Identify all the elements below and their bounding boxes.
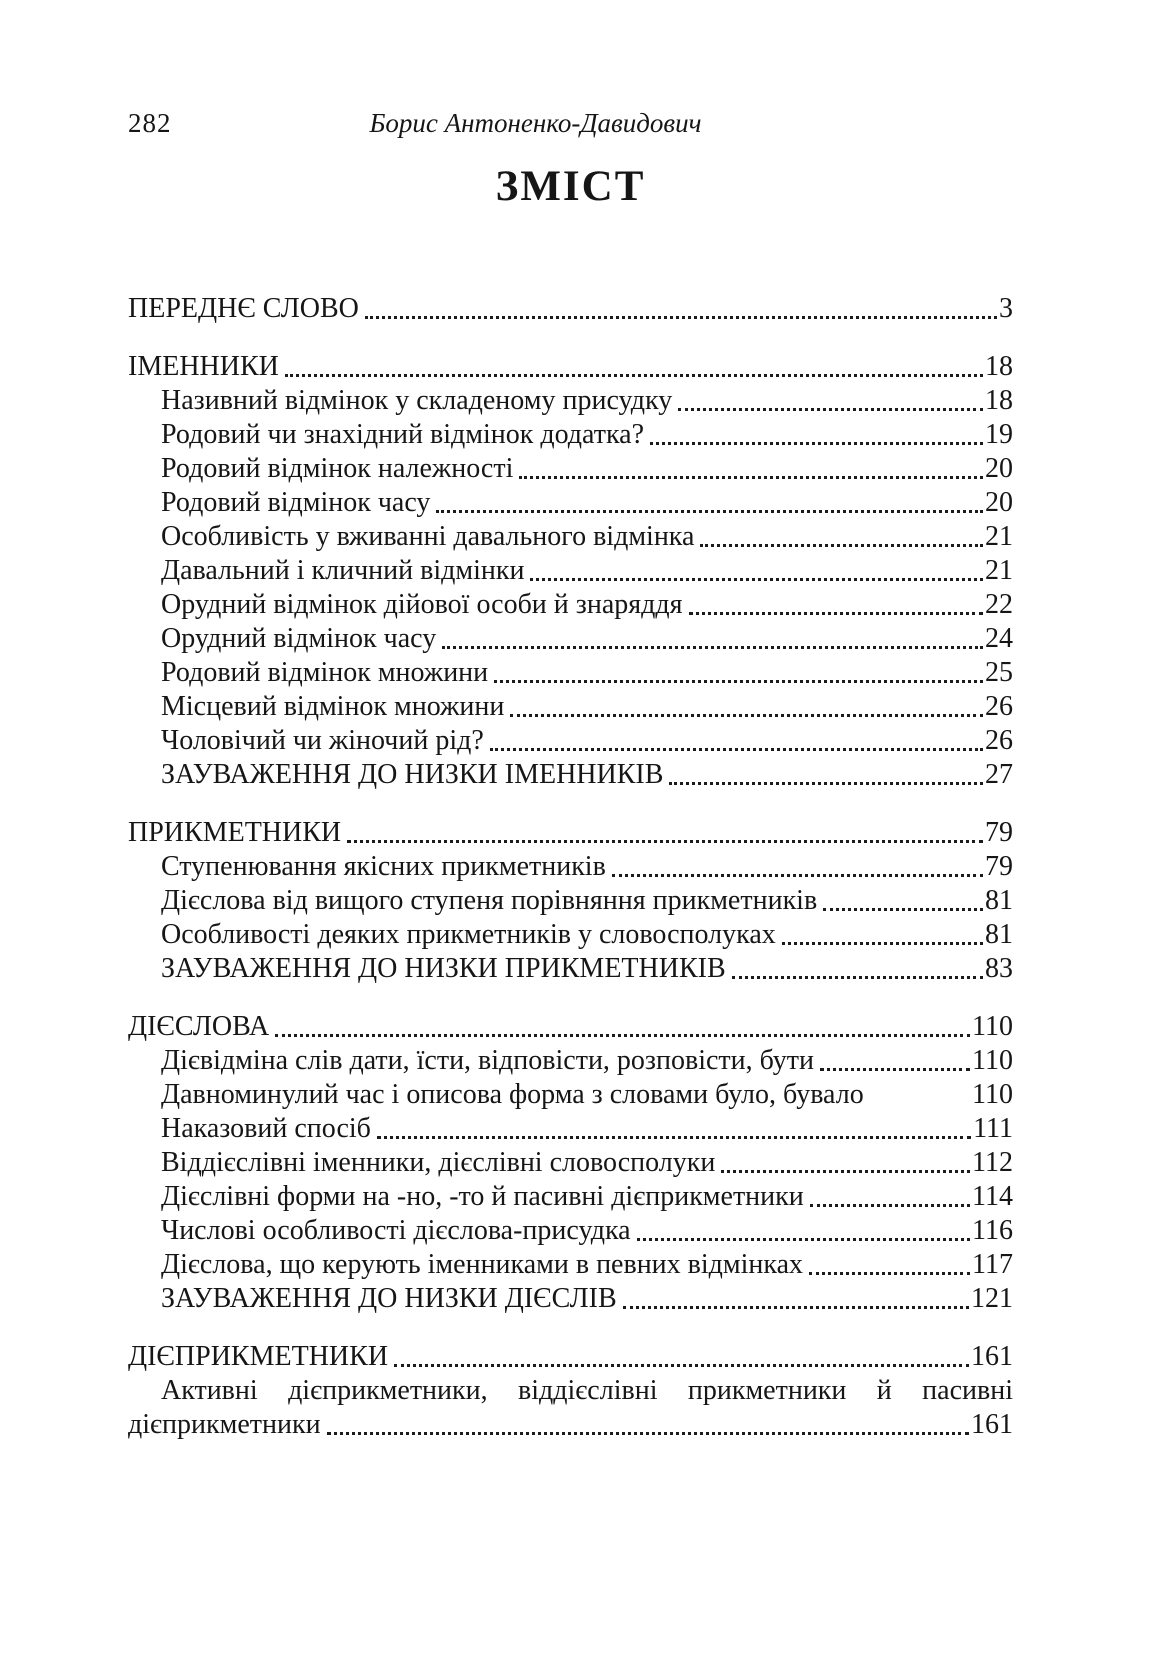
toc-entry (128, 816, 1013, 850)
entry-label: Називний відмінок у складеному присудку (161, 385, 673, 416)
entry-label: ЗАУВАЖЕННЯ ДО НИЗКИ ДІЄСЛІВ (161, 1283, 617, 1314)
entry-page: 81 (985, 885, 1013, 916)
toc-entry (128, 1214, 1013, 1248)
entry-page: 110 (972, 1079, 1013, 1110)
entry-page: 79 (985, 817, 1013, 848)
toc-entry (128, 758, 1013, 792)
toc-entry (128, 452, 1013, 486)
entry-label: Орудний відмінок дійової особи й знаряддя (161, 589, 683, 620)
toc-entry (128, 952, 1013, 986)
dot-leader (347, 840, 983, 843)
dot-leader (494, 680, 983, 683)
entry-label: Давноминулий час і описова форма з словами було, бувало (161, 1079, 864, 1110)
entry-page: 3 (999, 293, 1013, 324)
entry-page: 117 (972, 1249, 1013, 1280)
toc-entry (128, 292, 1013, 326)
entry-label: Наказовий спосіб (161, 1113, 371, 1144)
entry-page: 19 (985, 419, 1013, 450)
entry-page: 18 (985, 385, 1013, 416)
folio-page-number: 282 (128, 108, 172, 138)
entry-label: Дієвідміна слів дати, їсти, відповісти, розповісти, бути (161, 1045, 815, 1076)
dot-leader (510, 714, 983, 717)
entry-label: Родовий чи знахідний відмінок додатка? (161, 419, 645, 450)
entry-page: 20 (985, 453, 1013, 484)
entry-page: 79 (985, 851, 1013, 882)
toc-entry (128, 1010, 1013, 1044)
entry-label: Давальний і кличний відмінки (161, 555, 525, 586)
toc-entry (128, 486, 1013, 520)
entry-page: 27 (985, 759, 1013, 790)
dot-leader (669, 782, 983, 785)
entry-label: ПРИКМЕТНИКИ (128, 817, 342, 848)
entry-page: 21 (985, 521, 1013, 552)
toc-entry (128, 1044, 1013, 1078)
dot-leader (442, 646, 983, 649)
entry-label: Місцевий відмінок множини (161, 691, 505, 722)
dot-leader (377, 1136, 971, 1139)
dot-leader (637, 1238, 970, 1241)
entry-page: 81 (985, 919, 1013, 950)
entry-page: 21 (985, 555, 1013, 586)
entry-label: ЗАУВАЖЕННЯ ДО НИЗКИ ІМЕННИКІВ (161, 759, 664, 790)
entry-label: Родовий відмінок належності (161, 453, 514, 484)
dot-leader (623, 1306, 969, 1309)
dot-leader (519, 476, 983, 479)
entry-page: 110 (972, 1011, 1013, 1042)
entry-page: 161 (971, 1409, 1013, 1440)
entry-label: Особливість у вживанні давального відмінка (161, 521, 695, 552)
entry-label: Чоловічий чи жіночий рід? (161, 725, 484, 756)
toc-entry (128, 1408, 1013, 1442)
toc-entry (128, 350, 1013, 384)
entry-label: Віддієслівні іменники, дієслівні словосполуки (161, 1147, 716, 1178)
toc-entry (128, 850, 1013, 884)
dot-leader (782, 942, 983, 945)
table-of-contents (128, 292, 1013, 1442)
entry-label: Родовий відмінок множини (161, 657, 489, 688)
toc-entry (128, 690, 1013, 724)
toc-entry (128, 622, 1013, 656)
dot-leader (490, 748, 983, 751)
entry-page: 116 (972, 1215, 1013, 1246)
entry-label: ПЕРЕДНЄ СЛОВО (128, 293, 359, 324)
toc-entry (128, 1248, 1013, 1282)
dot-leader (650, 442, 983, 445)
dot-leader (732, 976, 983, 979)
entry-page: 161 (971, 1341, 1013, 1372)
toc-entry (128, 1146, 1013, 1180)
toc-entry (128, 884, 1013, 918)
dot-leader (530, 578, 983, 581)
entry-label: Активні дієприкметники, віддієслівні прикметники й пасивні (161, 1375, 1013, 1406)
toc-entry (128, 724, 1013, 758)
entry-label: Родовий відмінок часу (161, 487, 431, 518)
entry-page: 112 (972, 1147, 1013, 1178)
entry-page: 26 (985, 725, 1013, 756)
toc-entry (128, 1340, 1013, 1374)
entry-label: ІМЕННИКИ (128, 351, 279, 382)
dot-leader (689, 612, 984, 615)
dot-leader (327, 1432, 969, 1435)
dot-leader (436, 510, 983, 513)
dot-leader (820, 1068, 970, 1071)
dot-leader (823, 908, 983, 911)
entry-page: 110 (972, 1045, 1013, 1076)
toc-entry (128, 1078, 1013, 1112)
dot-leader (810, 1204, 970, 1207)
toc-entry (128, 1282, 1013, 1316)
entry-page: 24 (985, 623, 1013, 654)
dot-leader (700, 544, 983, 547)
toc-entry (128, 418, 1013, 452)
dot-leader (275, 1034, 970, 1037)
dot-leader (612, 874, 983, 877)
entry-label: Дієслівні форми на -но, -то й пасивні дієприкметники (161, 1181, 804, 1212)
dot-leader (809, 1272, 970, 1275)
entry-label: ЗАУВАЖЕННЯ ДО НИЗКИ ПРИКМЕТНИКІВ (161, 953, 726, 984)
toc-entry (128, 520, 1013, 554)
dot-leader (285, 374, 983, 377)
entry-page: 26 (985, 691, 1013, 722)
toc-entry-wrapped-line (128, 1374, 1013, 1408)
entry-label: Дієслова, що керують іменниками в певних відмінках (161, 1249, 804, 1280)
entry-page: 111 (973, 1113, 1013, 1144)
entry-label: Орудний відмінок часу (161, 623, 437, 654)
dot-leader (678, 408, 983, 411)
entry-label: дієприкметники (128, 1409, 321, 1440)
dot-leader (394, 1364, 969, 1367)
toc-entry (128, 656, 1013, 690)
entry-label: Числові особливості дієслова-присудка (161, 1215, 631, 1246)
entry-page: 20 (985, 487, 1013, 518)
toc-entry (128, 1180, 1013, 1214)
entry-page: 18 (985, 351, 1013, 382)
running-head: Борис Антоненко-Давидович (369, 108, 702, 138)
toc-entry (128, 588, 1013, 622)
entry-label: ДІЄСЛОВА (128, 1011, 270, 1042)
dot-leader (365, 316, 997, 319)
toc-entry (128, 1112, 1013, 1146)
dot-leader (721, 1170, 970, 1173)
entry-label: ДІЄПРИКМЕТНИКИ (128, 1341, 389, 1372)
page-title: ЗМІСТ (495, 163, 646, 210)
entry-label: Дієслова від вищого ступеня порівняння прикметників (161, 885, 818, 916)
toc-entry (128, 384, 1013, 418)
entry-label: Особливості деяких прикметників у словосполуках (161, 919, 776, 950)
entry-label: Ступенювання якісних прикметників (161, 851, 606, 882)
entry-page: 83 (985, 953, 1013, 984)
entry-page: 25 (985, 657, 1013, 688)
entry-page: 22 (985, 589, 1013, 620)
entry-page: 121 (971, 1283, 1013, 1314)
toc-entry (128, 554, 1013, 588)
entry-page: 114 (972, 1181, 1013, 1212)
toc-entry (128, 918, 1013, 952)
